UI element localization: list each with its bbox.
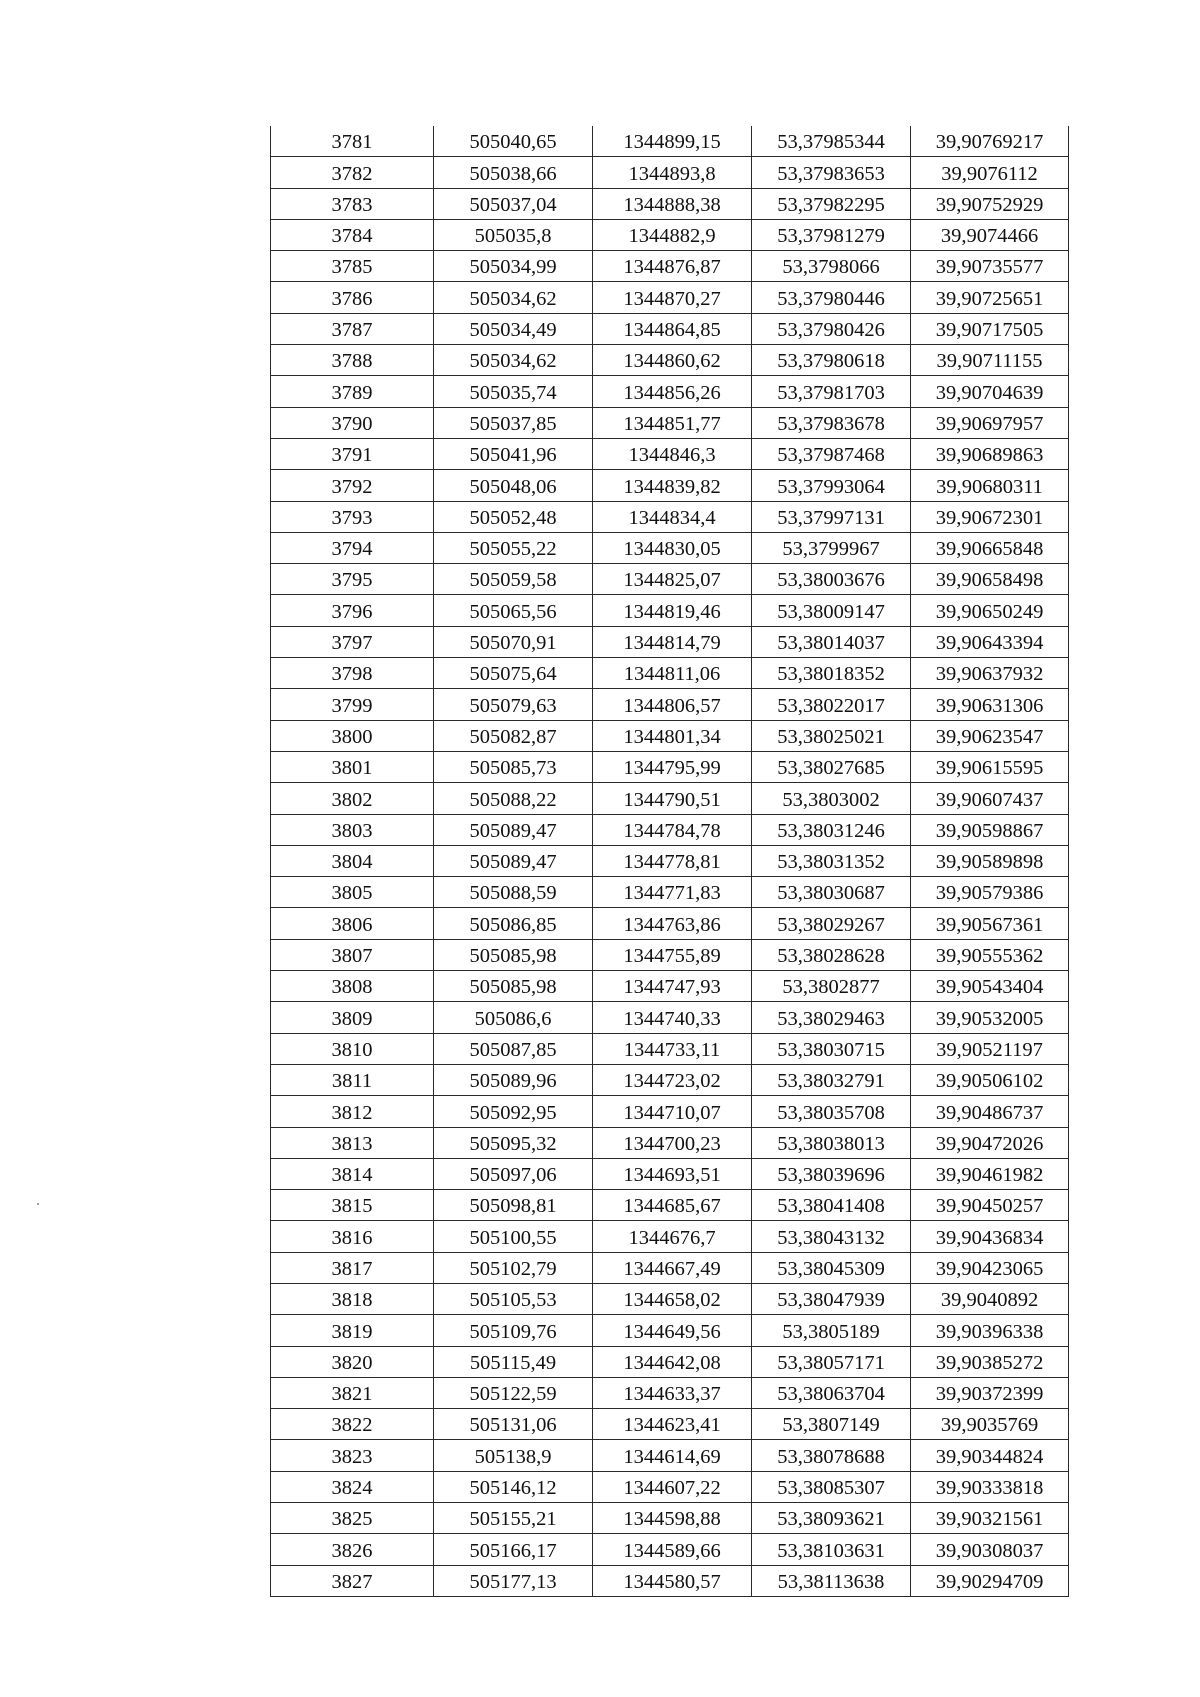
point-number-cell: 3806	[271, 908, 434, 939]
latitude-cell: 53,37980446	[752, 282, 911, 313]
point-number-cell: 3810	[271, 1033, 434, 1064]
longitude-cell: 39,90436834	[911, 1221, 1069, 1252]
y-coordinate-cell: 1344633,37	[593, 1377, 752, 1408]
y-coordinate-cell: 1344814,79	[593, 626, 752, 657]
point-number-cell: 3820	[271, 1346, 434, 1377]
table-row	[271, 939, 1069, 970]
longitude-cell: 39,9040892	[911, 1283, 1069, 1314]
longitude-cell: 39,90717505	[911, 313, 1069, 344]
latitude-cell: 53,38063704	[752, 1377, 911, 1408]
x-coordinate-cell: 505037,04	[434, 188, 593, 219]
y-coordinate-cell: 1344899,15	[593, 126, 752, 157]
y-coordinate-cell: 1344834,4	[593, 501, 752, 532]
y-coordinate-cell: 1344607,22	[593, 1471, 752, 1502]
point-number-cell: 3821	[271, 1377, 434, 1408]
x-coordinate-cell: 505100,55	[434, 1221, 593, 1252]
x-coordinate-cell: 505035,8	[434, 219, 593, 250]
point-number-cell: 3825	[271, 1503, 434, 1534]
latitude-cell: 53,37985344	[752, 126, 911, 157]
longitude-cell: 39,90725651	[911, 282, 1069, 313]
x-coordinate-cell: 505098,81	[434, 1190, 593, 1221]
longitude-cell: 39,90637932	[911, 658, 1069, 689]
x-coordinate-cell: 505059,58	[434, 564, 593, 595]
longitude-cell: 39,90665848	[911, 532, 1069, 563]
table-row	[271, 345, 1069, 376]
point-number-cell: 3784	[271, 219, 434, 250]
longitude-cell: 39,90333818	[911, 1471, 1069, 1502]
y-coordinate-cell: 1344685,67	[593, 1190, 752, 1221]
x-coordinate-cell: 505085,73	[434, 751, 593, 782]
point-number-cell: 3802	[271, 783, 434, 814]
point-number-cell: 3815	[271, 1190, 434, 1221]
table-row	[271, 1096, 1069, 1127]
latitude-cell: 53,38027685	[752, 751, 911, 782]
latitude-cell: 53,3807149	[752, 1409, 911, 1440]
point-number-cell: 3817	[271, 1252, 434, 1283]
table-row	[271, 407, 1069, 438]
point-number-cell: 3795	[271, 564, 434, 595]
y-coordinate-cell: 1344851,77	[593, 407, 752, 438]
y-coordinate-cell: 1344693,51	[593, 1158, 752, 1189]
x-coordinate-cell: 505095,32	[434, 1127, 593, 1158]
longitude-cell: 39,90423065	[911, 1252, 1069, 1283]
y-coordinate-cell: 1344747,93	[593, 971, 752, 1002]
longitude-cell: 39,90344824	[911, 1440, 1069, 1471]
x-coordinate-cell: 505052,48	[434, 501, 593, 532]
x-coordinate-cell: 505105,53	[434, 1283, 593, 1314]
x-coordinate-cell: 505079,63	[434, 689, 593, 720]
y-coordinate-cell: 1344870,27	[593, 282, 752, 313]
table-row	[271, 157, 1069, 188]
point-number-cell: 3812	[271, 1096, 434, 1127]
x-coordinate-cell: 505109,76	[434, 1315, 593, 1346]
longitude-cell: 39,90589898	[911, 845, 1069, 876]
x-coordinate-cell: 505082,87	[434, 720, 593, 751]
longitude-cell: 39,9074466	[911, 219, 1069, 250]
x-coordinate-cell: 505075,64	[434, 658, 593, 689]
y-coordinate-cell: 1344825,07	[593, 564, 752, 595]
table-row	[271, 501, 1069, 532]
latitude-cell: 53,38031246	[752, 814, 911, 845]
point-number-cell: 3811	[271, 1064, 434, 1095]
point-number-cell: 3818	[271, 1283, 434, 1314]
point-number-cell: 3801	[271, 751, 434, 782]
longitude-cell: 39,90672301	[911, 501, 1069, 532]
point-number-cell: 3792	[271, 470, 434, 501]
latitude-cell: 53,38078688	[752, 1440, 911, 1471]
latitude-cell: 53,3803002	[752, 783, 911, 814]
y-coordinate-cell: 1344888,38	[593, 188, 752, 219]
latitude-cell: 53,38003676	[752, 564, 911, 595]
latitude-cell: 53,38093621	[752, 1503, 911, 1534]
y-coordinate-cell: 1344806,57	[593, 689, 752, 720]
coordinates-table-body	[271, 126, 1069, 1596]
latitude-cell: 53,38038013	[752, 1127, 911, 1158]
x-coordinate-cell: 505085,98	[434, 939, 593, 970]
x-coordinate-cell: 505035,74	[434, 376, 593, 407]
latitude-cell: 53,38103631	[752, 1534, 911, 1565]
longitude-cell: 39,90294709	[911, 1565, 1069, 1596]
point-number-cell: 3808	[271, 971, 434, 1002]
y-coordinate-cell: 1344580,57	[593, 1565, 752, 1596]
table-row	[271, 1221, 1069, 1252]
longitude-cell: 39,90461982	[911, 1158, 1069, 1189]
table-row	[271, 376, 1069, 407]
x-coordinate-cell: 505034,99	[434, 251, 593, 282]
table-row	[271, 658, 1069, 689]
table-row	[271, 438, 1069, 469]
latitude-cell: 53,37982295	[752, 188, 911, 219]
point-number-cell: 3809	[271, 1002, 434, 1033]
point-number-cell: 3800	[271, 720, 434, 751]
y-coordinate-cell: 1344856,26	[593, 376, 752, 407]
table-row	[271, 1377, 1069, 1408]
point-number-cell: 3807	[271, 939, 434, 970]
latitude-cell: 53,37997131	[752, 501, 911, 532]
y-coordinate-cell: 1344723,02	[593, 1064, 752, 1095]
point-number-cell: 3803	[271, 814, 434, 845]
longitude-cell: 39,90598867	[911, 814, 1069, 845]
x-coordinate-cell: 505034,49	[434, 313, 593, 344]
point-number-cell: 3823	[271, 1440, 434, 1471]
latitude-cell: 53,38113638	[752, 1565, 911, 1596]
longitude-cell: 39,90752929	[911, 188, 1069, 219]
latitude-cell: 53,37981279	[752, 219, 911, 250]
y-coordinate-cell: 1344830,05	[593, 532, 752, 563]
table-row	[271, 126, 1069, 157]
latitude-cell: 53,38039696	[752, 1158, 911, 1189]
latitude-cell: 53,37987468	[752, 438, 911, 469]
table-row	[271, 1315, 1069, 1346]
y-coordinate-cell: 1344795,99	[593, 751, 752, 782]
y-coordinate-cell: 1344642,08	[593, 1346, 752, 1377]
latitude-cell: 53,38028628	[752, 939, 911, 970]
longitude-cell: 39,90643394	[911, 626, 1069, 657]
longitude-cell: 39,90769217	[911, 126, 1069, 157]
table-row	[271, 1064, 1069, 1095]
x-coordinate-cell: 505146,12	[434, 1471, 593, 1502]
table-row	[271, 1346, 1069, 1377]
y-coordinate-cell: 1344876,87	[593, 251, 752, 282]
point-number-cell: 3790	[271, 407, 434, 438]
x-coordinate-cell: 505055,22	[434, 532, 593, 563]
y-coordinate-cell: 1344598,88	[593, 1503, 752, 1534]
x-coordinate-cell: 505065,56	[434, 595, 593, 626]
point-number-cell: 3782	[271, 157, 434, 188]
y-coordinate-cell: 1344819,46	[593, 595, 752, 626]
latitude-cell: 53,37983653	[752, 157, 911, 188]
table-row	[271, 689, 1069, 720]
y-coordinate-cell: 1344589,66	[593, 1534, 752, 1565]
x-coordinate-cell: 505089,47	[434, 814, 593, 845]
table-row	[271, 1440, 1069, 1471]
table-row	[271, 845, 1069, 876]
latitude-cell: 53,38018352	[752, 658, 911, 689]
table-row	[271, 251, 1069, 282]
table-row	[271, 626, 1069, 657]
y-coordinate-cell: 1344763,86	[593, 908, 752, 939]
point-number-cell: 3826	[271, 1534, 434, 1565]
point-number-cell: 3799	[271, 689, 434, 720]
latitude-cell: 53,3799967	[752, 532, 911, 563]
longitude-cell: 39,90631306	[911, 689, 1069, 720]
table-row	[271, 720, 1069, 751]
latitude-cell: 53,38057171	[752, 1346, 911, 1377]
point-number-cell: 3781	[271, 126, 434, 157]
point-number-cell: 3814	[271, 1158, 434, 1189]
table-row	[271, 470, 1069, 501]
longitude-cell: 39,9035769	[911, 1409, 1069, 1440]
point-number-cell: 3822	[271, 1409, 434, 1440]
point-number-cell: 3787	[271, 313, 434, 344]
point-number-cell: 3816	[271, 1221, 434, 1252]
table-row	[271, 1409, 1069, 1440]
x-coordinate-cell: 505041,96	[434, 438, 593, 469]
latitude-cell: 53,38029267	[752, 908, 911, 939]
y-coordinate-cell: 1344710,07	[593, 1096, 752, 1127]
longitude-cell: 39,9076112	[911, 157, 1069, 188]
y-coordinate-cell: 1344846,3	[593, 438, 752, 469]
longitude-cell: 39,90704639	[911, 376, 1069, 407]
table-row	[271, 219, 1069, 250]
y-coordinate-cell: 1344755,89	[593, 939, 752, 970]
longitude-cell: 39,90689863	[911, 438, 1069, 469]
longitude-cell: 39,90450257	[911, 1190, 1069, 1221]
y-coordinate-cell: 1344790,51	[593, 783, 752, 814]
point-number-cell: 3789	[271, 376, 434, 407]
y-coordinate-cell: 1344882,9	[593, 219, 752, 250]
latitude-cell: 53,38031352	[752, 845, 911, 876]
y-coordinate-cell: 1344864,85	[593, 313, 752, 344]
latitude-cell: 53,37983678	[752, 407, 911, 438]
point-number-cell: 3797	[271, 626, 434, 657]
x-coordinate-cell: 505177,13	[434, 1565, 593, 1596]
table-row	[271, 564, 1069, 595]
table-row	[271, 751, 1069, 782]
latitude-cell: 53,38025021	[752, 720, 911, 751]
point-number-cell: 3794	[271, 532, 434, 563]
longitude-cell: 39,90486737	[911, 1096, 1069, 1127]
y-coordinate-cell: 1344614,69	[593, 1440, 752, 1471]
point-number-cell: 3805	[271, 877, 434, 908]
x-coordinate-cell: 505166,17	[434, 1534, 593, 1565]
latitude-cell: 53,38029463	[752, 1002, 911, 1033]
latitude-cell: 53,38030687	[752, 877, 911, 908]
scan-speck	[37, 1203, 39, 1205]
y-coordinate-cell: 1344676,7	[593, 1221, 752, 1252]
longitude-cell: 39,90607437	[911, 783, 1069, 814]
y-coordinate-cell: 1344893,8	[593, 157, 752, 188]
x-coordinate-cell: 505092,95	[434, 1096, 593, 1127]
longitude-cell: 39,90385272	[911, 1346, 1069, 1377]
latitude-cell: 53,38047939	[752, 1283, 911, 1314]
x-coordinate-cell: 505034,62	[434, 345, 593, 376]
table-row	[271, 1127, 1069, 1158]
longitude-cell: 39,90623547	[911, 720, 1069, 751]
latitude-cell: 53,3805189	[752, 1315, 911, 1346]
x-coordinate-cell: 505085,98	[434, 971, 593, 1002]
x-coordinate-cell: 505131,06	[434, 1409, 593, 1440]
point-number-cell: 3783	[271, 188, 434, 219]
latitude-cell: 53,38014037	[752, 626, 911, 657]
table-row	[271, 1471, 1069, 1502]
latitude-cell: 53,38041408	[752, 1190, 911, 1221]
x-coordinate-cell: 505037,85	[434, 407, 593, 438]
point-number-cell: 3793	[271, 501, 434, 532]
coordinates-table	[270, 126, 1069, 1597]
y-coordinate-cell: 1344771,83	[593, 877, 752, 908]
x-coordinate-cell: 505122,59	[434, 1377, 593, 1408]
y-coordinate-cell: 1344811,06	[593, 658, 752, 689]
latitude-cell: 53,3802877	[752, 971, 911, 1002]
y-coordinate-cell: 1344778,81	[593, 845, 752, 876]
longitude-cell: 39,90472026	[911, 1127, 1069, 1158]
x-coordinate-cell: 505089,96	[434, 1064, 593, 1095]
x-coordinate-cell: 505087,85	[434, 1033, 593, 1064]
point-number-cell: 3796	[271, 595, 434, 626]
table-row	[271, 532, 1069, 563]
latitude-cell: 53,38035708	[752, 1096, 911, 1127]
y-coordinate-cell: 1344623,41	[593, 1409, 752, 1440]
point-number-cell: 3786	[271, 282, 434, 313]
longitude-cell: 39,90680311	[911, 470, 1069, 501]
table-row	[271, 1002, 1069, 1033]
x-coordinate-cell: 505086,85	[434, 908, 593, 939]
x-coordinate-cell: 505097,06	[434, 1158, 593, 1189]
x-coordinate-cell: 505038,66	[434, 157, 593, 188]
point-number-cell: 3827	[271, 1565, 434, 1596]
x-coordinate-cell: 505138,9	[434, 1440, 593, 1471]
latitude-cell: 53,38043132	[752, 1221, 911, 1252]
longitude-cell: 39,90658498	[911, 564, 1069, 595]
longitude-cell: 39,90506102	[911, 1064, 1069, 1095]
point-number-cell: 3804	[271, 845, 434, 876]
longitude-cell: 39,90321561	[911, 1503, 1069, 1534]
table-row	[271, 877, 1069, 908]
longitude-cell: 39,90697957	[911, 407, 1069, 438]
longitude-cell: 39,90650249	[911, 595, 1069, 626]
longitude-cell: 39,90308037	[911, 1534, 1069, 1565]
latitude-cell: 53,37980618	[752, 345, 911, 376]
longitude-cell: 39,90532005	[911, 1002, 1069, 1033]
latitude-cell: 53,3798066	[752, 251, 911, 282]
longitude-cell: 39,90735577	[911, 251, 1069, 282]
x-coordinate-cell: 505155,21	[434, 1503, 593, 1534]
table-row	[271, 1565, 1069, 1596]
x-coordinate-cell: 505115,49	[434, 1346, 593, 1377]
y-coordinate-cell: 1344658,02	[593, 1283, 752, 1314]
table-row	[271, 1252, 1069, 1283]
x-coordinate-cell: 505088,59	[434, 877, 593, 908]
table-row	[271, 1503, 1069, 1534]
x-coordinate-cell: 505034,62	[434, 282, 593, 313]
longitude-cell: 39,90521197	[911, 1033, 1069, 1064]
longitude-cell: 39,90579386	[911, 877, 1069, 908]
latitude-cell: 53,38045309	[752, 1252, 911, 1283]
latitude-cell: 53,38009147	[752, 595, 911, 626]
latitude-cell: 53,37981703	[752, 376, 911, 407]
point-number-cell: 3788	[271, 345, 434, 376]
longitude-cell: 39,90555362	[911, 939, 1069, 970]
x-coordinate-cell: 505086,6	[434, 1002, 593, 1033]
x-coordinate-cell: 505102,79	[434, 1252, 593, 1283]
table-row	[271, 1033, 1069, 1064]
table-row	[271, 908, 1069, 939]
point-number-cell: 3785	[271, 251, 434, 282]
point-number-cell: 3819	[271, 1315, 434, 1346]
table-row	[271, 282, 1069, 313]
y-coordinate-cell: 1344839,82	[593, 470, 752, 501]
x-coordinate-cell: 505088,22	[434, 783, 593, 814]
longitude-cell: 39,90567361	[911, 908, 1069, 939]
y-coordinate-cell: 1344740,33	[593, 1002, 752, 1033]
point-number-cell: 3791	[271, 438, 434, 469]
point-number-cell: 3824	[271, 1471, 434, 1502]
latitude-cell: 53,37980426	[752, 313, 911, 344]
table-row	[271, 814, 1069, 845]
y-coordinate-cell: 1344700,23	[593, 1127, 752, 1158]
point-number-cell: 3798	[271, 658, 434, 689]
x-coordinate-cell: 505048,06	[434, 470, 593, 501]
table-row	[271, 783, 1069, 814]
latitude-cell: 53,38022017	[752, 689, 911, 720]
y-coordinate-cell: 1344733,11	[593, 1033, 752, 1064]
table-row	[271, 1534, 1069, 1565]
table-row	[271, 313, 1069, 344]
longitude-cell: 39,90396338	[911, 1315, 1069, 1346]
table-row	[271, 595, 1069, 626]
table-row	[271, 1190, 1069, 1221]
y-coordinate-cell: 1344860,62	[593, 345, 752, 376]
latitude-cell: 53,37993064	[752, 470, 911, 501]
y-coordinate-cell: 1344784,78	[593, 814, 752, 845]
longitude-cell: 39,90711155	[911, 345, 1069, 376]
table-row	[271, 188, 1069, 219]
latitude-cell: 53,38032791	[752, 1064, 911, 1095]
latitude-cell: 53,38030715	[752, 1033, 911, 1064]
longitude-cell: 39,90615595	[911, 751, 1069, 782]
latitude-cell: 53,38085307	[752, 1471, 911, 1502]
table-row	[271, 1158, 1069, 1189]
x-coordinate-cell: 505070,91	[434, 626, 593, 657]
y-coordinate-cell: 1344801,34	[593, 720, 752, 751]
y-coordinate-cell: 1344649,56	[593, 1315, 752, 1346]
table-row	[271, 971, 1069, 1002]
point-number-cell: 3813	[271, 1127, 434, 1158]
table-row	[271, 1283, 1069, 1314]
x-coordinate-cell: 505040,65	[434, 126, 593, 157]
longitude-cell: 39,90372399	[911, 1377, 1069, 1408]
y-coordinate-cell: 1344667,49	[593, 1252, 752, 1283]
x-coordinate-cell: 505089,47	[434, 845, 593, 876]
longitude-cell: 39,90543404	[911, 971, 1069, 1002]
